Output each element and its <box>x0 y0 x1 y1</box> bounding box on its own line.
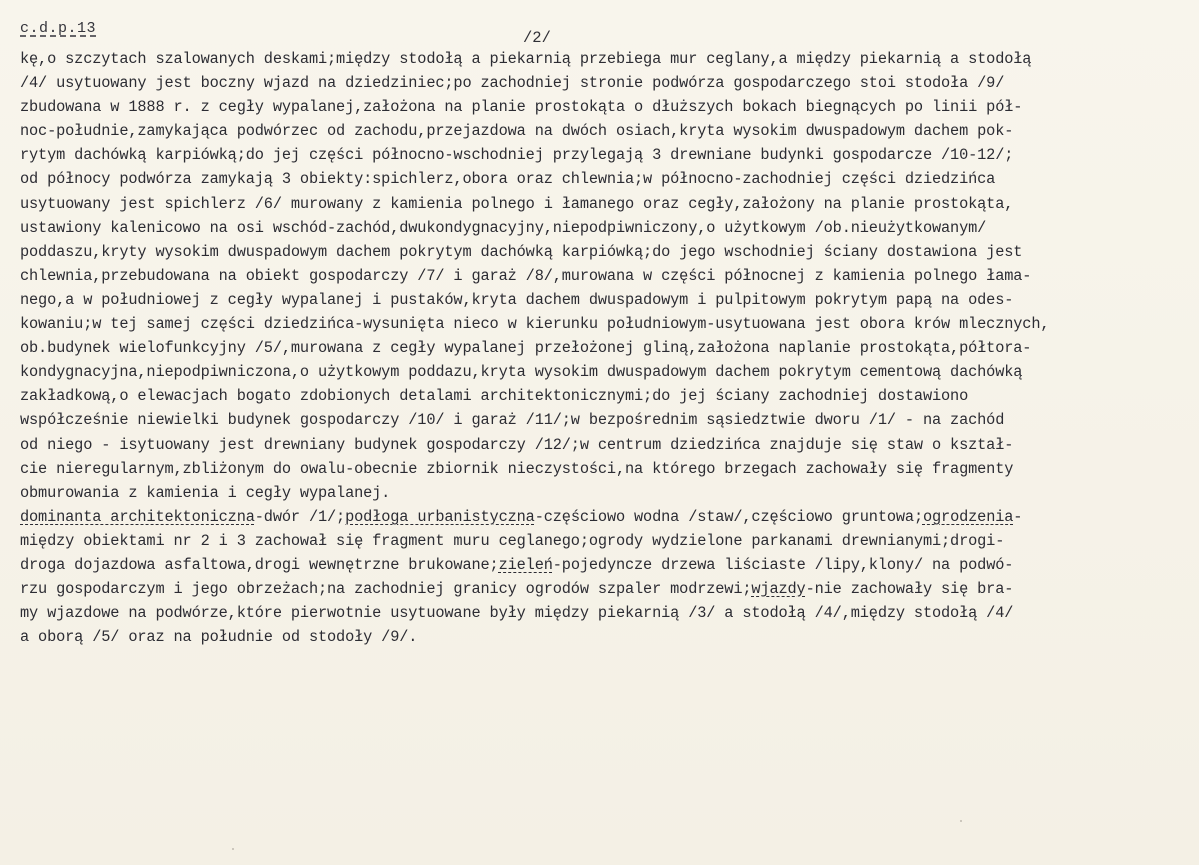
text-line: poddaszu,kryty wysokim dwuspadowym dachem pokrytym dachówką karpiówką;do jego wschodniej ściany dostawiona jest <box>20 242 1023 261</box>
text-line: noc-południe,zamykająca podwórzec od zachodu,przejazdowa na dwóch osiach,kryta wysokim dwuspadowym dachem pok- <box>20 122 1014 141</box>
text-segment: -nie zachowały się bra- <box>805 580 1014 599</box>
text-line <box>20 553 1192 577</box>
text-segment: -dwór /1/; <box>254 507 346 526</box>
document-body <box>20 47 1192 649</box>
text-line: my wjazdowe na podwórze,które pierwotnie usytuowane były między piekarnią /3/ a stodołą /4/,między stodołą /4/ <box>20 604 1014 623</box>
text-line: zbudowana w 1888 r. z cegły wypalanej,założona na planie prostokąta o dłuższych bokach biegnących po linii pół- <box>20 98 1023 117</box>
text-line: a oborą /5/ oraz na południe od stodoły /9/. <box>20 628 418 647</box>
text-line <box>20 577 1192 601</box>
paper-speck <box>232 848 234 850</box>
text-line: od niego - isytuowany jest drewniany budynek gospodarczy /12/;w centrum dziedzińca znajduje się staw o kształ- <box>20 435 1014 454</box>
text-segment: droga dojazdowa asfaltowa,drogi wewnętrzne brukowane; <box>20 555 499 574</box>
text-segment: -pojedyncze drzewa liściaste /lipy,klony/ na podwó- <box>552 555 1014 574</box>
text-line <box>20 505 1192 529</box>
text-line: nego,a w południowej z cegły wypalanej i pustaków,kryta dachem dwuspadowym i pulpitowym pokrytym papą na odes- <box>20 290 1014 309</box>
text-line: kondygnacyjna,niepodpiwniczona,o użytkowym poddazu,kryta wysokim dwuspadowym dachem pokrytym cementową dachówką <box>20 363 1023 382</box>
text-line: ob.budynek wielofunkcyjny /5/,murowana z cegły wypalanej przełożonej gliną,założona naplanie prostokąta,półtora- <box>20 339 1032 358</box>
section-keyword: podłoga urbanistyczna <box>345 507 535 526</box>
section-keyword: dominanta architektoniczna <box>20 507 255 526</box>
text-line: zakładkową,o elewacjach bogato zdobionych detalami architektonicznymi;do jej ściany zachodniej dostawiono <box>20 387 969 406</box>
document-reference: c.d.p.13 <box>20 20 97 37</box>
text-line: chlewnia,przebudowana na obiekt gospodarczy /7/ i garaż /8/,murowana w części północnej z kamienia polnego łama- <box>20 266 1032 285</box>
text-line: /4/ usytuowany jest boczny wjazd na dziedziniec;po zachodniej stronie podwórza gospodarczego stoi stodoła /9/ <box>20 74 1005 93</box>
text-segment: - <box>1013 507 1023 526</box>
text-line: kę,o szczytach szalowanych deskami;między stodołą a piekarnią przebiega mur ceglany,a między piekarnią a stodołą <box>20 50 1032 68</box>
text-segment: -częściowo wodna /staw/,częściowo gruntowa; <box>534 507 923 526</box>
section-keyword: zieleń <box>498 555 553 574</box>
text-line: rytym dachówką karpiówką;do jej części północno-wschodniej przylegają 3 drewniane budynki gospodarcze /10-12/; <box>20 146 1014 165</box>
page-number: /2/ <box>523 29 551 47</box>
text-line: od północy podwórza zamykają 3 obiekty:spichlerz,obora oraz chlewnia;w północno-zachodniej części dziedzińca <box>20 170 996 189</box>
text-line: między obiektami nr 2 i 3 zachował się fragment muru ceglanego;ogrody wydzielone parkanami drewnianymi;drogi- <box>20 531 1005 550</box>
paper-speck <box>960 820 962 822</box>
text-line: współcześnie niewielki budynek gospodarczy /10/ i garaż /11/;w bezpośrednim sąsiedztwie dworu /1/ - na zachód <box>20 411 1005 430</box>
text-line: cie nieregularnym,zbliżonym do owalu-obecnie zbiornik nieczystości,na którego brzegach zachowały się fragmenty <box>20 459 1014 478</box>
section-keyword: wjazdy <box>751 580 806 599</box>
text-line: obmurowania z kamienia i cegły wypalanej. <box>20 483 391 502</box>
text-line: ustawiony kalenicowo na osi wschód-zachód,dwukondygnacyjny,niepodpiwniczony,o użytkowym /ob.nieużytkowanym/ <box>20 218 987 237</box>
text-segment: rzu gospodarczym i jego obrzeżach;na zachodniej granicy ogrodów szpaler modrzewi; <box>20 580 752 599</box>
section-keyword: ogrodzenia <box>922 507 1014 526</box>
text-line: usytuowany jest spichlerz /6/ murowany z kamienia polnego i łamanego oraz cegły,założony na planie prostokąta, <box>20 194 1014 213</box>
text-line: kowaniu;w tej samej części dziedzińca-wysunięta nieco w kierunku południowym-usytuowana jest obora krów mlecznych, <box>20 315 1050 334</box>
